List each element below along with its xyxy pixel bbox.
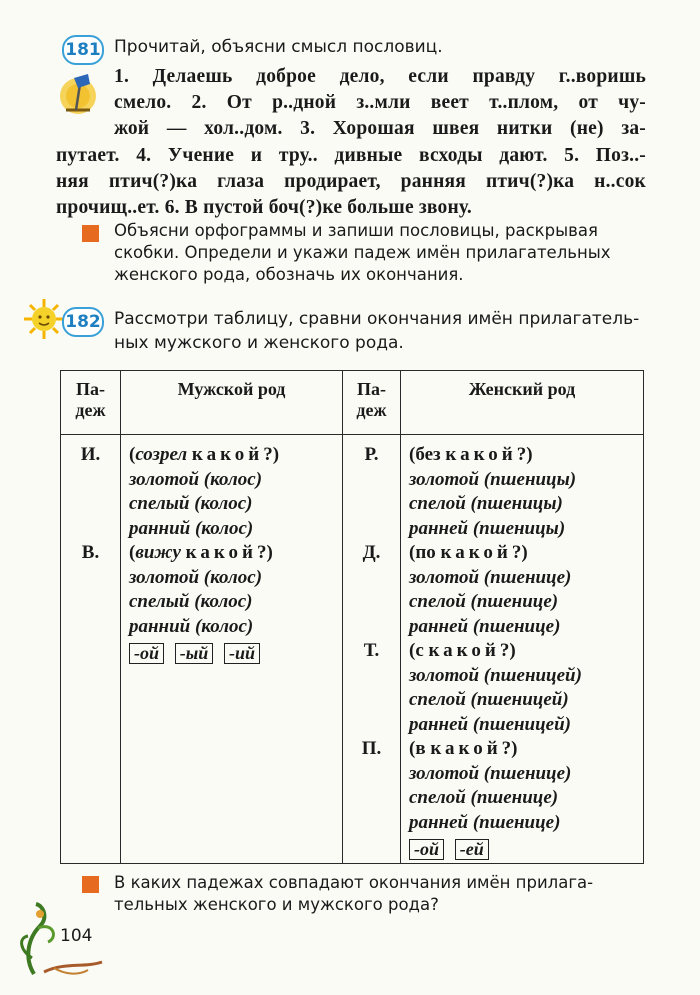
question-line: (без какой?) <box>409 444 533 465</box>
task-title: Рассмотри таблицу, сравни окончания имён прилагатель- ных мужского и женского рода. <box>114 309 640 353</box>
ending-box: -ой <box>409 839 444 860</box>
task-number-badge: 181 <box>62 35 104 65</box>
question-line: (по какой?) <box>409 542 528 563</box>
case-header: Па- деж <box>343 371 401 435</box>
task-number-badge: 182 <box>62 307 104 337</box>
ending-box: -ый <box>175 643 214 664</box>
adjective-endings-table <box>60 370 644 864</box>
assignment-marker <box>82 225 99 242</box>
masc-case-column: И. В. <box>61 435 121 864</box>
ending-box: -ой <box>129 643 164 664</box>
fem-examples: (без какой?) золотой (пшеницы) спелой (пшеницы) ранней (пшеницы) (по какой?) золотой (пшенице) спелой (пшенице) ранней (пшенице) (с какой?) золотой (пшеницей) спелой (пшеницей) ранней (пшеницей) (в какой?) золотой (пшенице) спелой (пшенице) ранней (пшенице) -ой -ей <box>401 435 644 864</box>
lamp-icon <box>56 68 106 118</box>
ending-box: -ей <box>455 839 489 860</box>
ending-box: -ий <box>224 643 260 664</box>
question-text: В каких падежах совпадают окончания имён прилага- тельных женского и мужского рода? <box>114 873 594 914</box>
question-line: (созрел какой?) <box>129 444 280 465</box>
case-header: Па- деж <box>61 371 121 435</box>
feminine-header: Женский род <box>401 371 644 435</box>
masculine-header: Мужской род <box>121 371 343 435</box>
masc-endings <box>129 642 342 667</box>
assignment-text: Объясни орфограммы и запиши пословицы, раскрывая скобки. Определи и укажи падеж имён прилагательных женского рода, обозначь их окончания. <box>114 221 611 284</box>
fem-endings <box>409 838 643 863</box>
proverbs-text: 1. Делаешь доброе дело, если правду г..воришь смело. 2. От р..дной з..мли веет т..плом, от чу- жой — хол..дом. 3. Хорошая швея нитки (не) за- путает. 4. Учение и тру.. дивные всходы дают. 5. Поз..- няя птич(?)ка глаза продирает, ранняя птич(?)ка н..сок прочищ..ет. 6. В пустой боч(?)ке больше звону. <box>56 66 646 219</box>
masc-examples: (созрел какой?) золотой (колос) спелый (колос) ранний (колос) (вижу какой?) золотой (колос) спелый (колос) ранний (колос) -ой -ый -ий <box>121 435 343 864</box>
question-marker <box>82 876 99 893</box>
task-title: Прочитай, объясни смысл пословиц. <box>114 37 443 57</box>
table-header-row <box>61 371 644 435</box>
sun-icon <box>22 297 66 341</box>
fem-case-column: Р. Д. Т. П. <box>343 435 401 864</box>
question-line: (в какой?) <box>409 738 518 759</box>
question-line: (с какой?) <box>409 640 516 661</box>
page-number: 104 <box>60 926 93 946</box>
question-line: (вижу какой?) <box>129 542 273 563</box>
